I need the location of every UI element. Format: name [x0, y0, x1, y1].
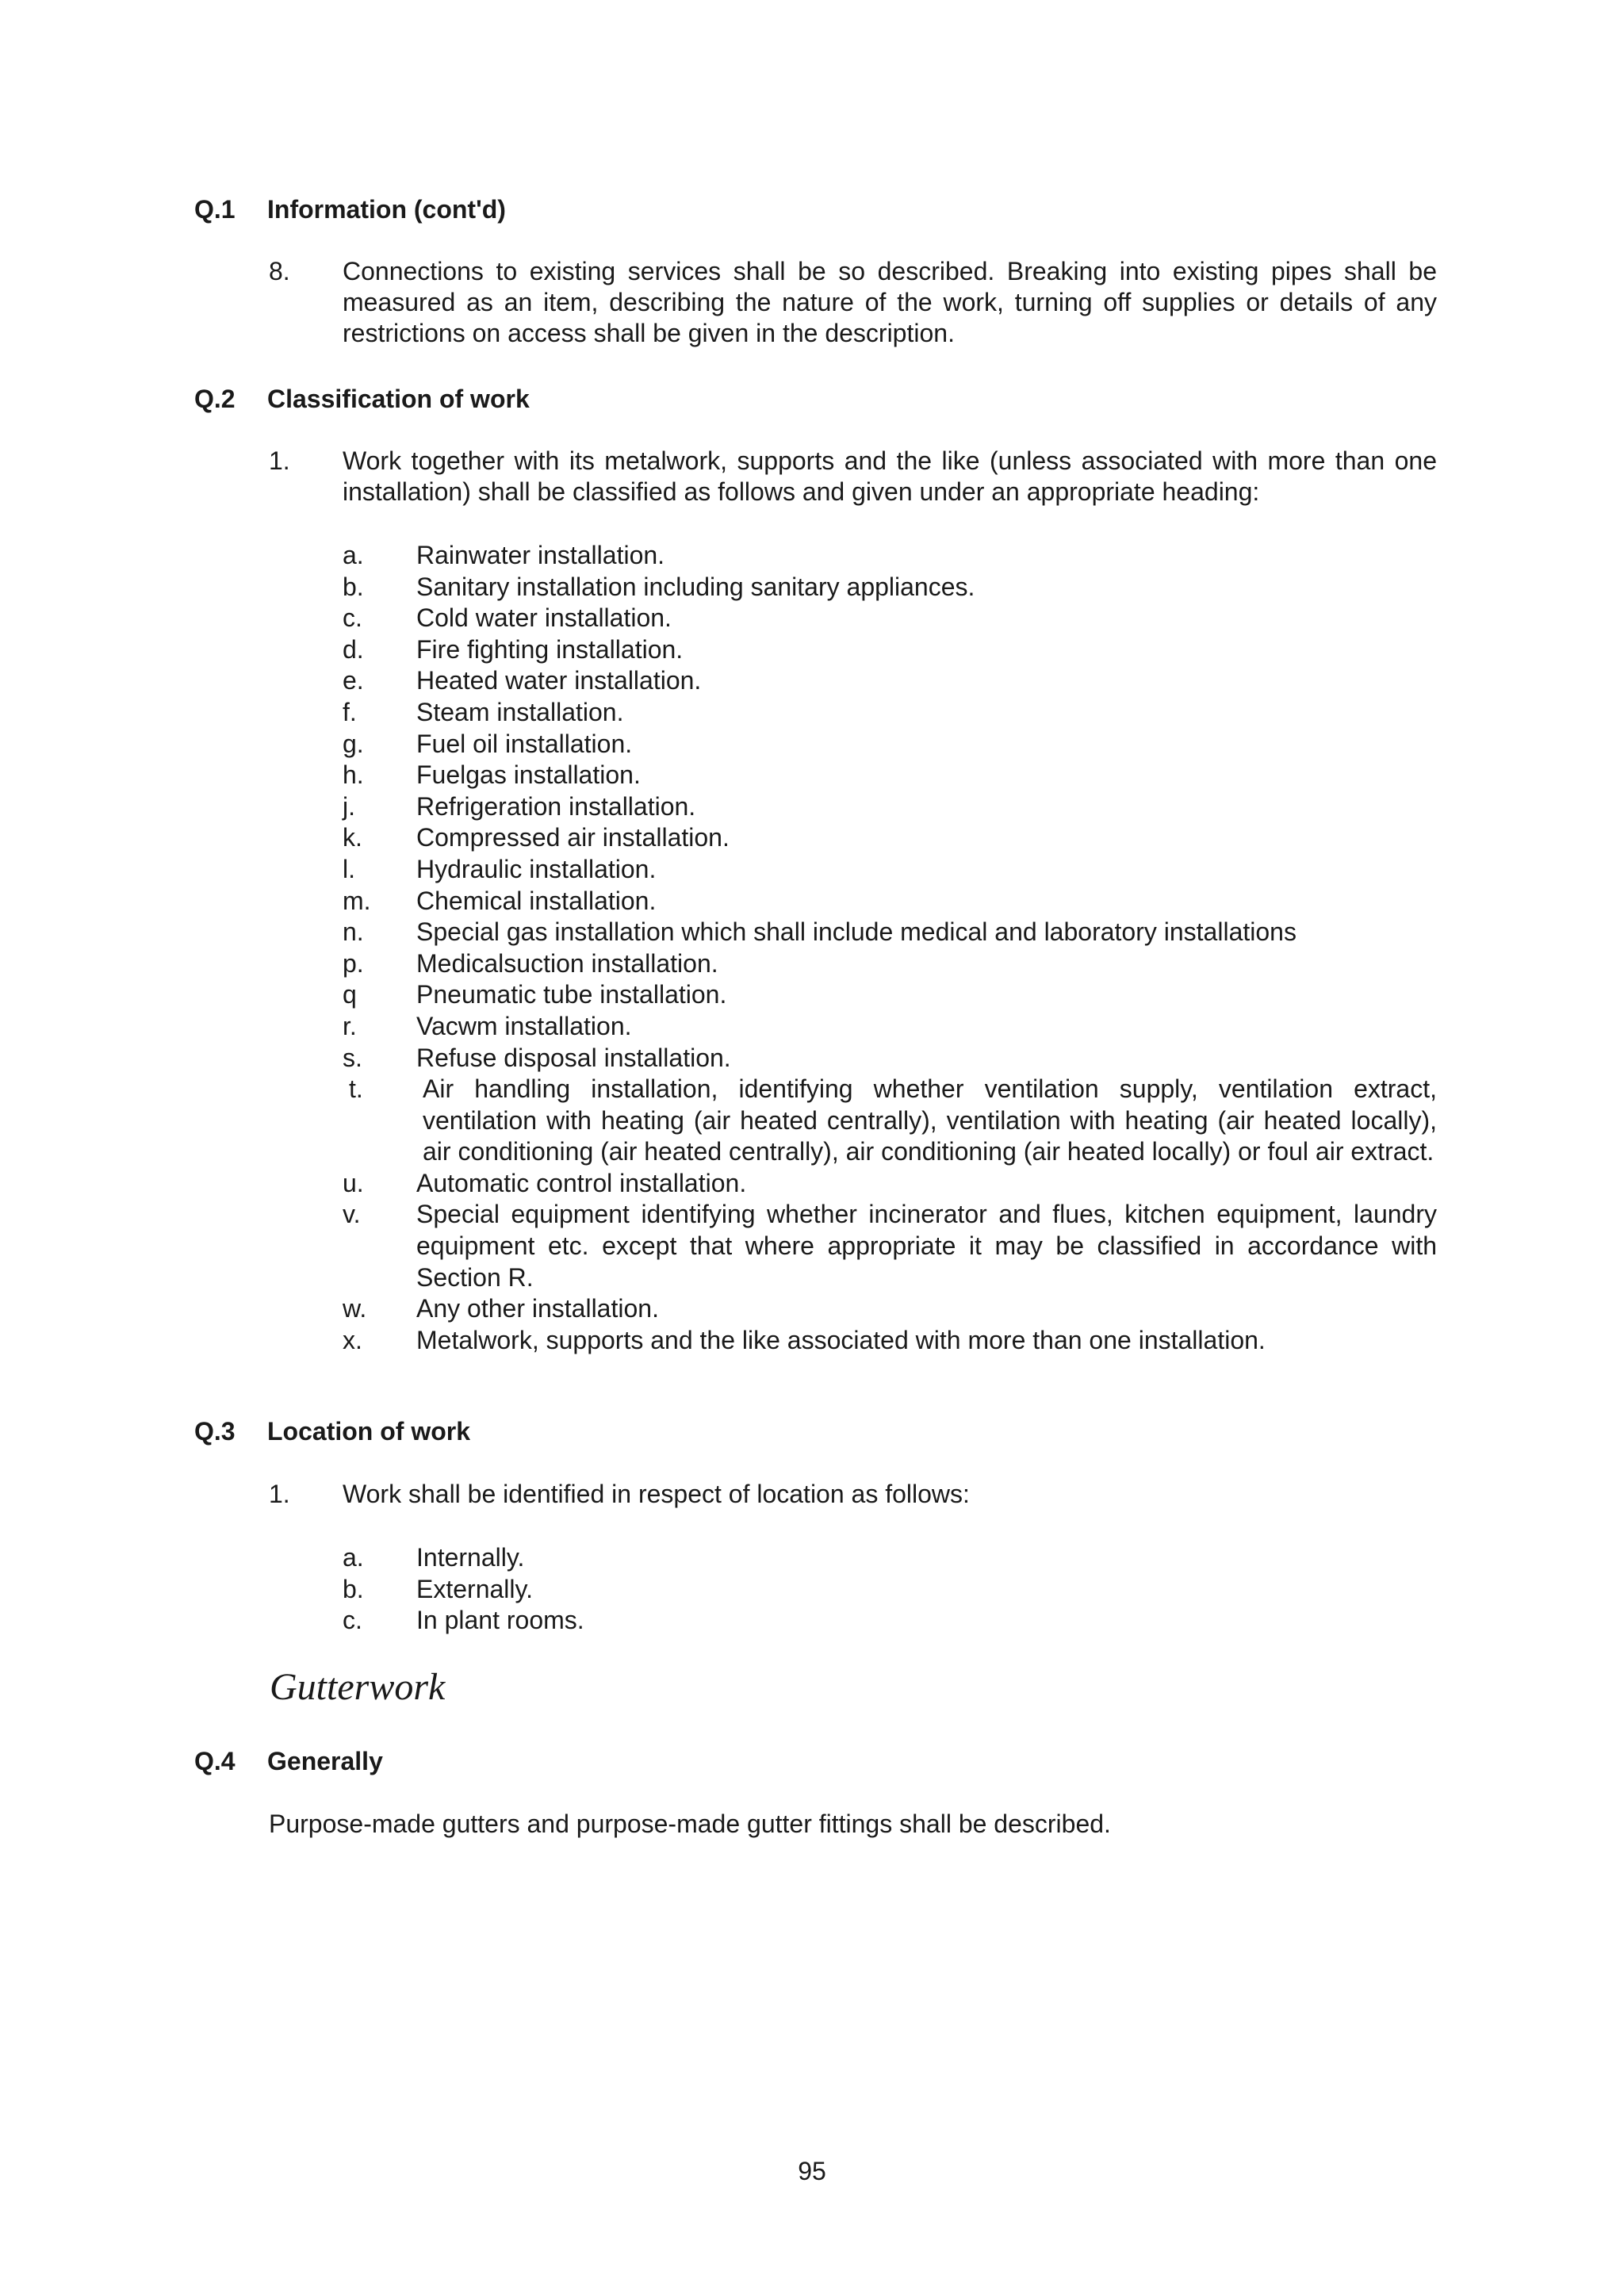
list-item	[343, 1605, 1437, 1637]
list-item	[343, 917, 1437, 948]
item-text: Compressed air installation.	[416, 823, 730, 852]
paragraph-number: 1.	[269, 446, 290, 475]
section-number: Q.3	[194, 1417, 236, 1446]
page-number: 95	[798, 2157, 826, 2185]
list-item	[343, 1574, 1437, 1606]
item-letter: k.	[343, 823, 362, 852]
item-letter: b.	[343, 1574, 364, 1603]
q1-paragraph-8	[269, 256, 1437, 349]
section-number: Q.2	[194, 385, 236, 413]
item-letter: q	[343, 980, 357, 1009]
item-text: Rainwater installation.	[416, 541, 665, 569]
item-text: Any other installation.	[416, 1294, 659, 1323]
list-item	[343, 1293, 1437, 1325]
item-text: Fuel oil installation.	[416, 729, 633, 758]
list-item	[343, 1542, 1437, 1574]
section-title: Generally	[267, 1747, 383, 1775]
section-heading-q1	[194, 193, 506, 225]
item-text: Special gas installation which shall include medical and laboratory installations	[416, 917, 1297, 947]
item-letter: t.	[349, 1074, 363, 1104]
list-item	[343, 729, 1437, 760]
item-letter: x.	[343, 1325, 362, 1354]
q3-paragraph-1	[269, 1479, 1437, 1510]
subheading-gutterwork: Gutterwork	[270, 1666, 446, 1708]
item-text: Fire fighting installation.	[416, 634, 684, 664]
item-letter: u.	[343, 1168, 364, 1197]
list-item	[343, 886, 1437, 917]
paragraph-text: Work together with its metalwork, supports and the like (unless associated with more than one installation) shall be classified as follows and given under an appropriate heading:	[343, 446, 1437, 506]
item-text: Automatic control installation.	[416, 1168, 747, 1197]
item-text: Air handling installation, identifying whether ventilation supply, ventilation extract, ventilation with heating (air heated centrally), ventilation with heating (air heated locally), air conditioning (air heated centrally), air conditioning (air heated locally) or foul air extract.	[423, 1074, 1437, 1166]
list-item	[343, 1074, 1437, 1168]
item-letter: b.	[343, 572, 364, 601]
section-number: Q.4	[194, 1747, 236, 1775]
section-title: Information (cont'd)	[267, 195, 506, 224]
item-text: Chemical installation.	[416, 886, 657, 915]
item-text: Heated water installation.	[416, 666, 702, 695]
paragraph-text: Connections to existing services shall be so described. Breaking into existing pipes shall be measured as an item, describing the nature of the work, turning off supplies or details of any restrictions on access shall be given in the description.	[343, 257, 1437, 347]
list-item	[343, 979, 1437, 1011]
q3-location-list	[343, 1542, 1437, 1637]
item-text: Metalwork, supports and the like associated with more than one installation.	[416, 1325, 1266, 1354]
list-item	[343, 948, 1437, 980]
q2-paragraph-1	[269, 446, 1437, 507]
item-letter: h.	[343, 760, 364, 790]
item-letter: c.	[343, 1606, 362, 1635]
list-item	[343, 822, 1437, 854]
item-letter: f.	[343, 697, 357, 726]
item-letter: a.	[343, 541, 364, 569]
list-item	[343, 603, 1437, 634]
q2-classification-list	[343, 540, 1437, 1356]
item-letter: d.	[343, 634, 364, 664]
item-text: Pneumatic tube installation.	[416, 980, 727, 1009]
item-text: Refrigeration installation.	[416, 791, 696, 821]
item-letter: p.	[343, 948, 364, 978]
q4-paragraph: Purpose-made gutters and purpose-made gutter fittings shall be described.	[269, 1810, 1111, 1838]
item-text: Internally.	[416, 1543, 525, 1572]
list-item	[343, 854, 1437, 886]
paragraph-text: Work shall be identified in respect of location as follows:	[343, 1480, 970, 1508]
item-text: Medicalsuction installation.	[416, 948, 718, 978]
list-item	[343, 1168, 1437, 1200]
item-letter: j.	[343, 791, 355, 821]
item-letter: m.	[343, 886, 371, 915]
item-letter: l.	[343, 854, 355, 883]
section-heading-q2	[194, 383, 530, 415]
section-heading-q3	[194, 1415, 470, 1447]
paragraph-number: 8.	[269, 257, 290, 285]
item-text: Special equipment identifying whether incinerator and flues, kitchen equipment, laundry equipment etc. except that where appropriate it may be classified in accordance with Section R.	[416, 1200, 1437, 1292]
item-letter: a.	[343, 1543, 364, 1572]
item-text: Steam installation.	[416, 697, 624, 726]
item-letter: g.	[343, 729, 364, 758]
list-item	[343, 1011, 1437, 1043]
item-letter: r.	[343, 1011, 357, 1040]
section-title: Location of work	[267, 1417, 470, 1446]
list-item	[343, 1199, 1437, 1293]
section-number: Q.1	[194, 195, 236, 224]
item-text: Cold water installation.	[416, 603, 672, 633]
item-text: Refuse disposal installation.	[416, 1043, 731, 1072]
item-text: In plant rooms.	[416, 1606, 584, 1635]
section-heading-q4	[194, 1745, 383, 1777]
paragraph-number: 1.	[269, 1480, 290, 1508]
list-item	[343, 1043, 1437, 1074]
item-letter: c.	[343, 603, 362, 633]
list-item	[343, 791, 1437, 823]
list-item	[343, 540, 1437, 572]
list-item	[343, 572, 1437, 603]
section-title: Classification of work	[267, 385, 530, 413]
list-item	[343, 697, 1437, 729]
item-letter: e.	[343, 666, 364, 695]
item-text: Hydraulic installation.	[416, 854, 657, 883]
list-item	[343, 760, 1437, 791]
item-text: Externally.	[416, 1574, 534, 1603]
item-letter: v.	[343, 1200, 361, 1229]
item-letter: s.	[343, 1043, 362, 1072]
list-item	[343, 634, 1437, 666]
item-text: Sanitary installation including sanitary appliances.	[416, 572, 975, 601]
item-text: Vacwm installation.	[416, 1011, 632, 1040]
list-item	[343, 665, 1437, 697]
item-letter: w.	[343, 1294, 367, 1323]
list-item	[343, 1325, 1437, 1357]
item-text: Fuelgas installation.	[416, 760, 641, 790]
item-letter: n.	[343, 917, 364, 947]
